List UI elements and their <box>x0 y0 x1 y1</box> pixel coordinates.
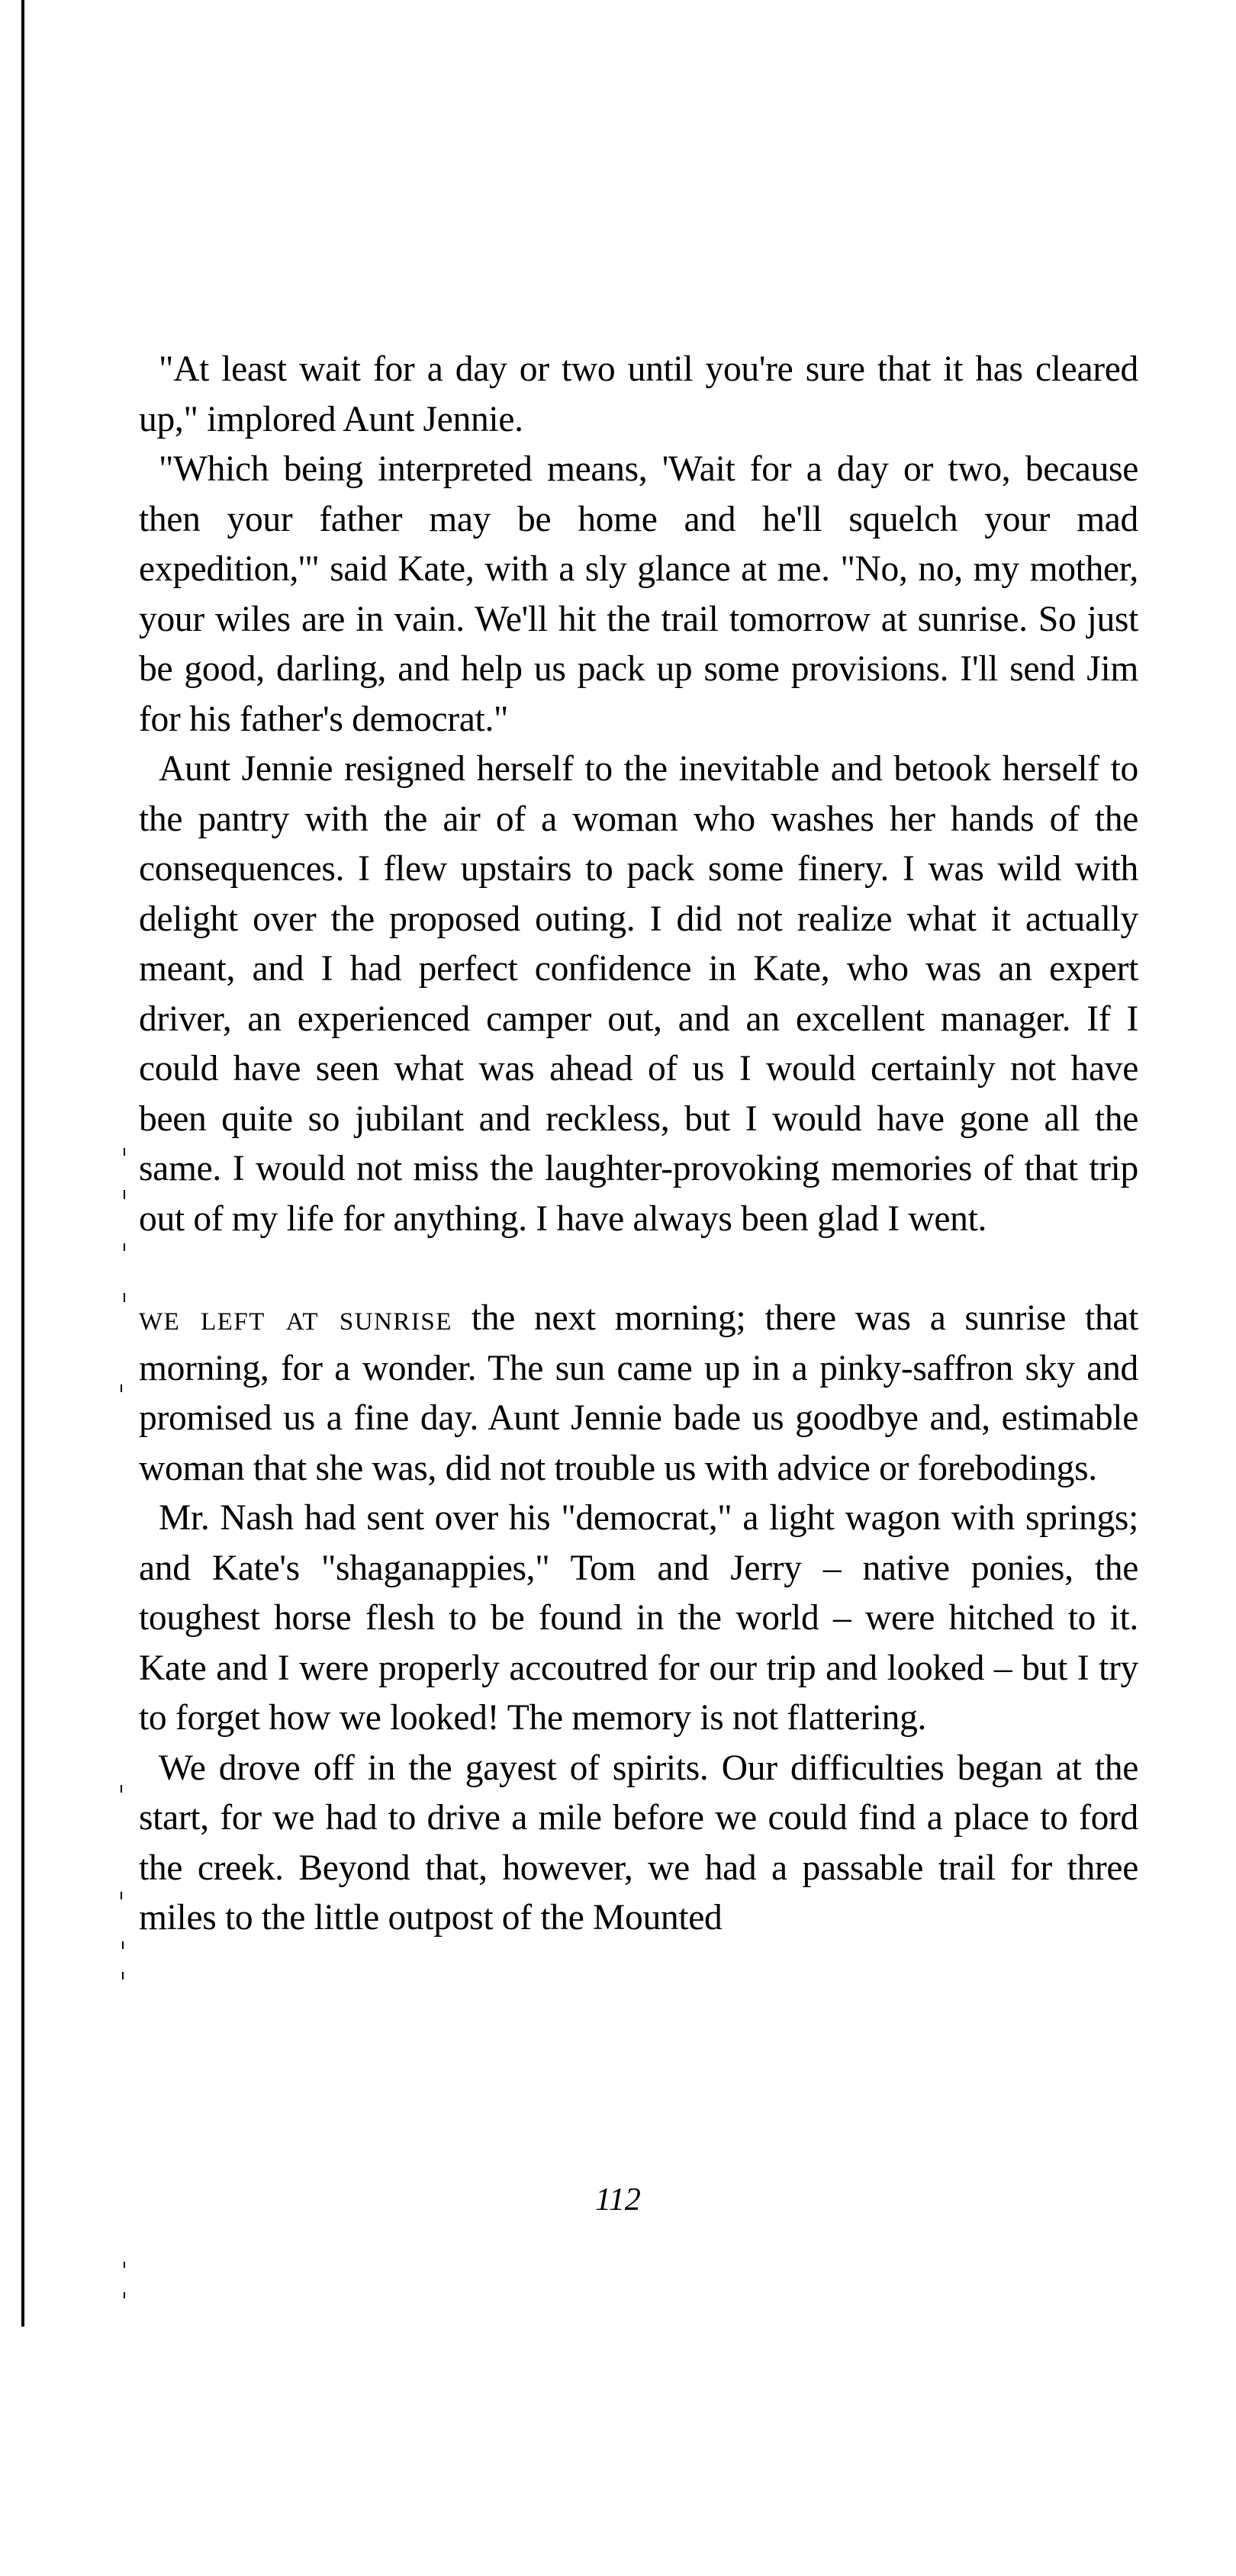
scan-artifact-mark <box>121 1384 122 1392</box>
book-page-body <box>139 345 1138 1944</box>
scan-artifact-mark <box>124 1148 125 1156</box>
scan-artifact-mark <box>124 1243 125 1251</box>
scan-artifact-mark <box>122 1972 124 1979</box>
scan-binding-edge <box>21 0 24 2327</box>
scan-artifact-mark <box>124 1190 125 1199</box>
paragraph-text: the next morning; there was a sunrise that morning, for a wonder. The sun came up in a pinky-saffron sky and promised us a fine day. Aunt Jennie bade us goodbye and, estimable woman that she was, did not trouble us with advice or forebodings. <box>139 1298 1139 1488</box>
paragraph: "Which being interpreted means, 'Wait for a day or two, because then your father may be home and he'll squelch your mad expedition,'" said Kate, with a sly glance at me. "No, no, my mother, your wiles are in vain. We'll hit the trail tomorrow at sunrise. So just be good, darling, and help us pack up some provisions. I'll send Jim for his father's democrat." <box>139 449 1138 739</box>
scan-artifact-mark <box>122 1941 124 1949</box>
page-number: 112 <box>595 2182 641 2217</box>
paragraph: "At least wait for a day or two until you're sure that it has cleared up," implored Aunt Jennie. <box>139 349 1138 439</box>
lead-in-smallcaps: we left at sunrise <box>139 1298 452 1338</box>
scan-artifact-mark <box>124 1293 125 1302</box>
scan-artifact-mark <box>121 1892 122 1899</box>
scan-artifact-mark <box>124 2262 125 2268</box>
paragraph: Mr. Nash had sent over his "democrat," a light wagon with springs; and Kate's "shaganappies," Tom and Jerry – native ponies, the toughest horse flesh to be found in the world – were hitched to it. Kate and I were properly accoutred for our trip and looked – but I try to forget how we looked! The memory is not flattering. <box>139 1498 1138 1738</box>
paragraph: Aunt Jennie resigned herself to the inevitable and betook herself to the pantry with the air of a woman who washes her hands of the consequences. I flew upstairs to pack some finery. I was wild with delight over the proposed outing. I did not realize what it actually meant, and I had perfect confidence in Kate, who was an expert driver, an experienced camper out, and an excellent manager. If I could have seen what was ahead of us I would certainly not have been quite so jubilant and reckless, but I would have gone all the same. I would not miss the laughter-provoking memories of that trip out of my life for anything. I have always been glad I went. <box>139 749 1138 1239</box>
scan-artifact-mark <box>124 2292 125 2298</box>
scan-artifact-mark <box>121 1785 122 1793</box>
section-break <box>139 1244 1138 1294</box>
section-opening-paragraph <box>139 1294 1138 1494</box>
paragraph: We drove off in the gayest of spirits. Our difficulties began at the start, for we had to drive a mile before we could find a place to ford the creek. Beyond that, however, we had a passable trail for three miles to the little outpost of the Mounted <box>139 1748 1138 1938</box>
